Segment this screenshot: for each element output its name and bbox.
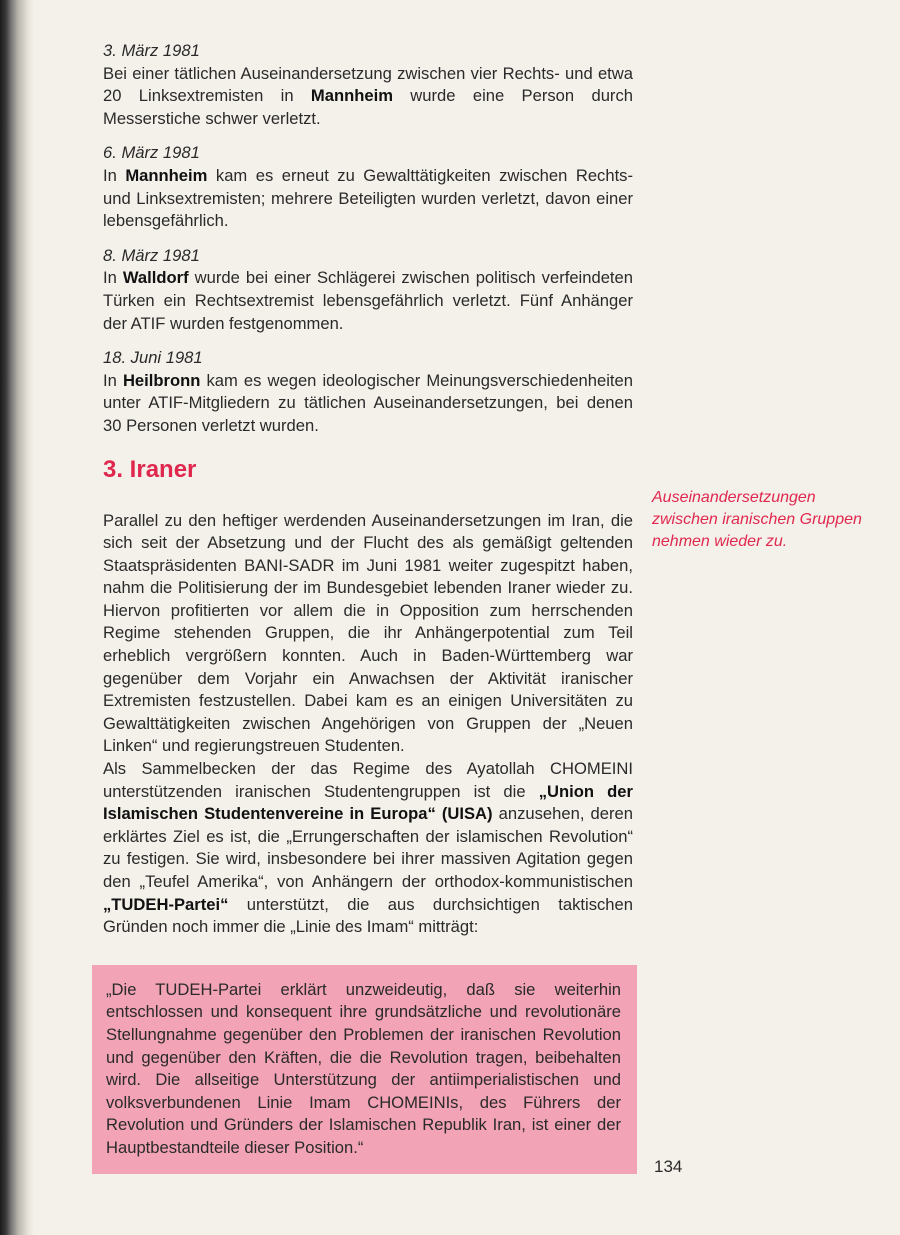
entry-text: In Walldorf wurde bei einer Schlägerei zwischen politisch verfeindeten Türken ein Rechtsextremist lebensgefährlich verletzt. Fünf Anhänger der ATIF wurden festgenommen.: [103, 268, 633, 333]
entry-date: 6. März 1981: [103, 143, 200, 163]
entry-text: Bei einer tätlichen Auseinandersetzung zwischen vier Rechts- und etwa 20 Linksextremisten in Mannheim wurde eine Person durch Messerstiche schwer verletzt.: [103, 63, 633, 128]
chronology-entry: [103, 40, 633, 130]
margin-note: Auseinandersetzungen zwischen iranischen Gruppen nehmen wieder zu.: [652, 489, 862, 550]
quote-box: „Die TUDEH-Partei erklärt unzweideutig, daß sie weiterhin entschlossen und konsequent ihre grundsätzliche und revolutionäre Stellungnahme gegenüber den Problemen der iranischen Revolution und gegenüber den Kräften, die die Revolution tragen, beibehalten wird. Die allseitige Unterstützung der antiimperialistischen und volksverbundenen Linie Imam CHOMEINIs, des Führers der Revolution und Gründers der Islamischen Republik Iran, ist einer der Hauptbestandteile dieser Position.“: [92, 965, 637, 1174]
organization-name: „Union der Islamischen Studentenvereine in Europa“ (UISA): [103, 781, 633, 824]
main-column: [103, 40, 633, 1174]
book-spine-shadow: [0, 0, 34, 1235]
chronology-entry: [103, 142, 633, 232]
chronology-entry: [103, 245, 633, 335]
entry-place: Mannheim: [310, 86, 393, 106]
entry-date: 8. März 1981: [103, 245, 200, 265]
entry-place: Walldorf: [122, 268, 189, 288]
entry-place: Mannheim: [125, 165, 208, 185]
entry-text: In Mannheim kam es erneut zu Gewalttätigkeiten zwischen Rechts- und Linksextremisten; mehrere Beteiligten wurden verletzt, davon einer lebensgefährlich.: [103, 165, 634, 231]
party-name: „TUDEH-Partei“: [103, 894, 229, 914]
page-number: 134: [654, 1157, 683, 1176]
chronology-entry: [103, 347, 633, 437]
body-paragraph: Parallel zu den heftiger werdenden Auseinandersetzungen im Iran, die sich seit der Absetzung und der Flucht des als gemäßigt geltenden Staatspräsidenten BANI-SADR im Juni 1981 weiter zugespitzt haben, nahm die Politisierung der im Bundesgebiet lebenden Iraner wieder zu. Hiervon profitierten vor allem die in Opposition zum herrschenden Regime stehenden Gruppen, die ihr Anhängerpotential zum Teil erheblich vergrößern konnten. Auch in Baden-Württemberg war gegenüber dem Vorjahr ein Anwachsen der Aktivität iranischer Extremisten festzustellen. Dabei kam es an einigen Universitäten zu Gewalttätigkeiten zwischen Angehörigen von Gruppen der „Neuen Linken“ und regierungstreuen Studenten.: [103, 510, 633, 756]
entry-text: In Heilbronn kam es wegen ideologischer Meinungsverschiedenheiten unter ATIF-Mitgliedern zu tätlichen Auseinandersetzungen, bei denen 30 Personen verletzt wurden.: [103, 370, 633, 435]
entry-place: Heilbronn: [122, 370, 201, 390]
body-paragraph: Als Sammelbecken der das Regime des Ayatollah CHOMEINI unterstützenden iranischen Studentengruppen ist die „Union der Islamischen Studentenvereine in Europa“ (UISA) anzusehen, deren erklärtes Ziel es ist, die „Errungerschaften der islamischen Revolution“ zu festigen. Sie wird, insbesondere bei ihrer massiven Agitation gegen den „Teufel Amerika“, von Anhängern der orthodox-kommunistischen „TUDEH-Partei“ unterstützt, die aus durchsichtigen taktischen Gründen noch immer die „Linie des Imam“ mitträgt:: [103, 759, 633, 937]
entry-date: 3. März 1981: [103, 41, 200, 60]
entry-date: 18. Juni 1981: [103, 348, 203, 368]
section-heading: 3. Iraner: [103, 455, 197, 483]
